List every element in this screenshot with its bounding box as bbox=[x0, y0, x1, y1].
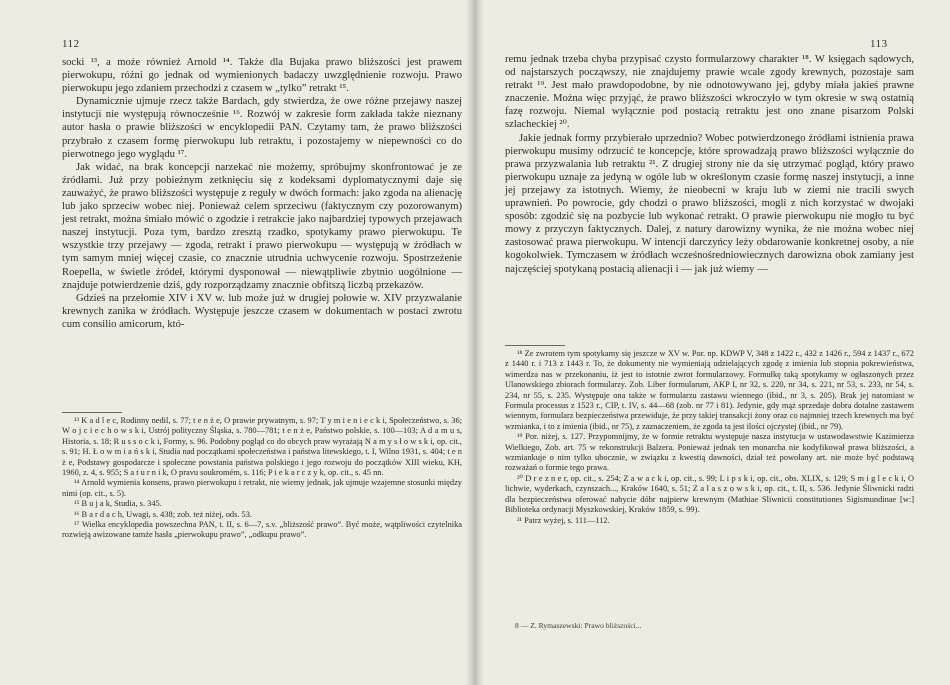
left-page-number: 112 bbox=[62, 38, 80, 50]
left-paragraph-3: Jak widać, na brak koncepcji narzekać nie możemy, spróbujmy skonfrontować je ze źródłami. Już przy pobieżnym zetknięciu się z kodeksami dyplomatycznymi daje się zauważyć, że prawo bliższości występuje z reguły w dwóch formach: jako zgoda na alienację lub jako sprzeciw wobec niej. Ponieważ celem sprzeciwu (faktycznym czy pozorowanym) jest retrakt, można śmiało mówić o zgodzie i retrakcie jako najbardziej typowych przejawach naszej instytucji. Poza tym, bardzo zresztą rzadko, spotykamy prawo pierwokupu. Te wszystkie trzy przejawy — zgoda, retrakt i prawo pierwokupu — występują w źródłach w tym samym mniej więcej czasie, co znacznie utrudnia uchwycenie rozwoju. Spostrzeżenie Roepella, w świetle źródeł, którymi dysponował — niewątpliwie zbytnio uogólnione — znajduje potwierdzenie dziś, gdy rozporządzamy znacznie obfitszą liczbą przekazów. bbox=[62, 161, 462, 291]
footnote-14: ¹⁴ Arnold wymienia konsens, prawo pierwokupu i retrakt, nie wiemy jednak, jak ujmuje wzajemne stosunki między nimi (op. cit., s. 5). bbox=[62, 478, 462, 498]
footnote-18: ¹⁸ Ze zwrotem tym spotykamy się jeszcze w XV w. Por. np. KDWP V, 348 z 1422 r., 432 z 1426 r., 594 z 1437 r., 672 z 1440 r. i 713 z 1443 r. To, że dokumenty nie wymieniają udzielających zgodę z imienia lub stopnia pokrewieństwa, wimerdza nas w przekonaniu, iż jest to istotnie zwrot formularzowy. Formułkę taką spotykamy w ogłaszonych przez Ulanowskiego zbiorach formularzy. Zob. Liber formularum, AKP I, nr 32, s. 220, nr 34, s. 221, nr 53, s. 233, nr 54, s. 234, nr 55, s. 235. Występuje ona także w formularzu zastawu wiennego (ibid., nr 3, s. 205). Brak jej natomiast w Formula processus z 1523 r., CIP, t. IV, s. 44—68 (zob. nr 77 i 81). Jedynie, gdy mąż sprzedaje dobra dotalne zastawem wiennym, formularz bezpieczeństwa przewiduje, że przy takiej transakcji żony oraz co najmniej trzech krewnych ma być wzmianka, i to z imienia (ibid., nr 75), z zaznaczeniem, że zgoda ta jest ilości ojczystej (ibid., nr 79). bbox=[505, 349, 914, 431]
footnote-15: ¹⁵ B u j a k, Studia, s. 345. bbox=[74, 499, 162, 509]
printer-signature-mark: 8 — Z. Rymaszewski: Prawo bliższości... bbox=[515, 621, 642, 630]
right-page-body bbox=[505, 53, 914, 276]
footnote-19: ¹⁹ Por. niżej, s. 127. Przypomnijmy, że w formie retraktu występuje nasza instytucja w ustawodawstwie Kazimierza Wielkiego, Zob. art. 75 w rekonstrukcji Balzera. Ponieważ jednak ten monarcha nie kodyfikował prawa bliższości, a wzmiankuje o nim tylko ubocznie, w związku z kwestią dawności, dział też powołany art. nie może być podstawą rozważań o formie tego prawa. bbox=[505, 432, 914, 473]
right-footnotes bbox=[505, 349, 914, 526]
right-page-number: 113 bbox=[870, 38, 888, 50]
right-paragraph-2: Jakie jednak formy przybierało uprzednio? Wobec potwierdzonego źródłami istnienia prawa pierwokupu musimy odrzucić te koncepcje, które sprowadzają prawo bliższości wyłącznie do prawa przyzwalania lub retraktu ²¹. Z drugiej strony nie da się utrzymać pogląd, który prawo pierwokupu uznaje za jedyną w ogóle lub w określonym czasie formę naszej instytucji, a inne jej przejawy za istotnych. Wiemy, że nieobecni w kraju lub w ziemi nie tracili swych uprawnień. Po powrocie, gdy chodzi o prawo bliższości, mogli z nich korzystać w dwojaki sposób: zgodzić się na pozbycie lub wykonać retrakt. O prawie pierwokupu nie mogło tu być mowy z przyczyn faktycznych. Dalej, z natury darowizny wynika, że nie można wobec niej zastosować prawa pierwokupu. W intencji darczyńcy leży obdarowanie konkretnej osoby, a nie kogokolwiek. Tymczasem w źródłach wcześnośredniowiecznych darowizna obok zamiany jest najczęściej spotykaną postacią alienacji i — jak już wiemy — bbox=[505, 132, 914, 275]
footnote-17: ¹⁷ Wielka encyklopedia powszechna PAN, t. II, s. 6—7, s.v. „bliższość prawo”. Być może, wątpliwości czytelnika rozwieją awizowane tamże hasła „pierwokupu prawo”, „odkupu prawo”. bbox=[62, 520, 462, 540]
left-paragraph-1: socki ¹³, a może również Arnold ¹⁴. Także dla Bujaka prawo bliższości jest prawem pierwokupu, różni go jednak od wymienionych badaczy uwzględnienie rozwoju. Prawo pierwokupu jego zdaniem przechodzi z czasem w „tylko” retrakt ¹⁵. bbox=[62, 57, 462, 95]
footnote-21: ²¹ Patrz wyżej, s. 111—112. bbox=[517, 515, 610, 525]
footnote-13: ¹³ K a d l e c, Rodinny nedil, s. 77; t e n ż e, O prawie prywatnym, s. 97; T y m i e n i e c k i, Społeczeństwo, s. 36; W o j c i e c h o w s k i, Ustrój polityczny Śląska, s. 780—781; t e n ż e, Państwo polskie, s. 100—103; A d a m u s, Historia, s. 18; R u s s o c k i, Formy, s. 96. Podobny pogląd co do obcych praw wyrażają N a m y s ł o w s k i, op. cit., s. 91; H. Ł o w m i a ń s k i, Studia nad początkami społeczeństwa i państwa litewskiego, t. I, Wilno 1931, s. 404; t e n ż e, Podstawy gospodarcze i społeczne powstania państwa polskiego i jego rozwoju do początków XIII wieku, KH, 1960, z. 4, s. 955; S a t u r n i k, O pravu soukromém, s. 116; P i e k a r c z y k, op. cit., s. 45 nn. bbox=[62, 416, 462, 478]
right-page bbox=[475, 0, 950, 685]
left-footnote-rule bbox=[62, 412, 122, 413]
left-page-body bbox=[62, 56, 462, 331]
right-paragraph-1: remu jednak trzeba chyba przypisać czysto formularzowy charakter ¹⁸. W księgach sądowych, od najstarszych począwszy, nie znajdujemy prawie wcale zgody krewnych, pozostaje sam retrakt ¹⁹. Jest mało prawdopodobne, by nie odnotowywano jej, gdyby miała jakieś prawne znaczenie. Można więc przyjąć, że prawo bliższości wkroczyło w tym okresie w swą ostatnią fazę rozwoju. Niemal wyłącznie pod postacią retraktu jest ono znane pisarzom Polski szlacheckiej ²⁰. bbox=[505, 54, 914, 131]
left-paragraph-4: Gdzieś na przełomie XIV i XV w. lub może już w drugiej połowie w. XIV przyzwalanie krewnych zanika w źródłach. Występuje jeszcze czasem w dokumentach w postaci zwrotu cum consilio amicorum, któ- bbox=[62, 292, 462, 330]
footnote-16: ¹⁶ B a r d a c h, Uwagi, s. 438; zob. też niżej, ods. 53. bbox=[74, 509, 253, 519]
left-paragraph-2: Dynamicznie ujmuje rzecz także Bardach, gdy stwierdza, że owe różne przejawy naszej instytucji nie występują równocześnie ¹⁶. Rozwój w zakresie form zakłada także nieznany autor hasła o prawie bliższości w encyklopedii PAN. Czytamy tam, że prawo bliższości przybrało z czasem formę pierwokupu lub retraktu, i pozostajemy w niepewności co do pierwotnego jego wyglądu ¹⁷. bbox=[62, 96, 462, 160]
right-footnote-rule bbox=[505, 345, 565, 346]
footnote-20: ²⁰ D r e z n e r, op. cit., s. 254; Z a w a c k i, op. cit., s. 99; L i p s k i, op. cit., obs. XLIX, s. 129; S m i g l e c k i, O lichwie, wyderkach, czynszach..., Kraków 1640, s. 51; Z a l a s z o w s k i, op. cit., t. II, s. 536. Jedynie Śliwnicki radzi dla bezpieczeństwa oferować nabycie dóbr najpierw krewnym (Mathiae Sliwnicii constitutiones Sigismundinae [w:] Biblioteka ordynacji Myszkowskiej, Kraków 1859, s. 99). bbox=[505, 473, 914, 515]
left-footnotes bbox=[62, 416, 462, 541]
